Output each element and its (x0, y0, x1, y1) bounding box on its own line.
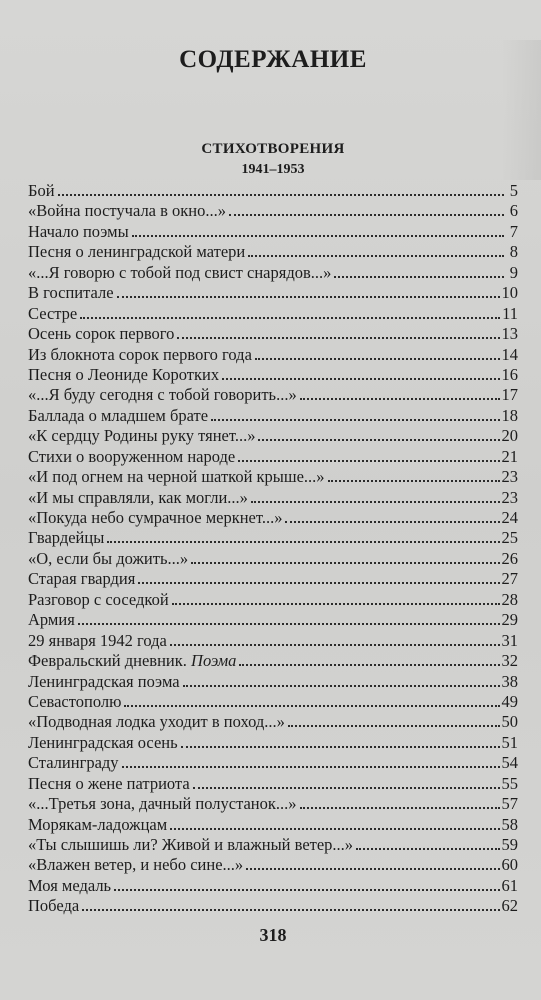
toc-entry (28, 631, 518, 651)
toc-entry (28, 610, 518, 630)
toc-entry-title (28, 242, 246, 262)
toc-entry-page: 38 (501, 671, 518, 691)
toc-entry-page: 18 (501, 405, 518, 425)
toc-entry-title (28, 508, 283, 528)
toc-entry-page: 8 (509, 242, 518, 262)
toc-entry (28, 426, 518, 446)
toc-entry-page: 28 (501, 589, 518, 609)
toc-entry (28, 222, 518, 242)
toc-entry-title-text: Песня о ленинградской матери (28, 242, 246, 262)
section-years: 1941–1953 (241, 162, 305, 177)
toc-dot-leader (117, 296, 500, 298)
toc-entry (28, 692, 518, 712)
toc-entry (28, 815, 518, 835)
toc-entry-title (28, 774, 191, 794)
toc-entry-page: 29 (501, 610, 518, 630)
toc-entry-title (28, 753, 120, 773)
toc-entry-title (28, 263, 332, 283)
toc-entry-title (28, 651, 237, 671)
toc-entry (28, 508, 518, 528)
toc-dot-leader (172, 603, 500, 605)
toc-entry (28, 181, 518, 201)
toc-entry (28, 447, 518, 467)
toc-entry-page: 60 (501, 855, 518, 875)
toc-entry (28, 651, 518, 671)
toc-entry-page: 10 (501, 283, 518, 303)
toc-dot-leader (107, 541, 499, 543)
toc-dot-leader (78, 623, 500, 625)
toc-dot-leader (138, 582, 499, 584)
toc-entry-title (28, 447, 236, 467)
toc-dot-leader (170, 644, 500, 646)
toc-dot-leader (328, 480, 500, 482)
toc-entry-title (28, 794, 298, 814)
toc-entry (28, 672, 518, 692)
toc-entry-page: 49 (501, 691, 518, 711)
toc-entry-title-text: В госпитале (28, 283, 114, 303)
toc-entry (28, 835, 518, 855)
toc-entry-page: 54 (501, 753, 518, 773)
toc-entry (28, 345, 518, 365)
toc-entry-title (28, 692, 122, 712)
toc-entry-title-text: «...Я говорю с тобой под свист снарядов...» (28, 262, 332, 282)
toc-dot-leader (193, 787, 500, 789)
toc-entry-title (28, 590, 170, 610)
toc-entry (28, 283, 518, 303)
toc-dot-leader (300, 398, 500, 400)
toc-dot-leader (255, 358, 500, 360)
toc-entry-page: 55 (501, 773, 518, 793)
toc-dot-leader (191, 562, 499, 564)
toc-entry (28, 712, 518, 732)
toc-entry (28, 263, 518, 283)
toc-entry-title-text: Песня о жене патриота (28, 773, 190, 793)
toc-dot-leader (122, 766, 500, 768)
toc-entry-title (28, 528, 105, 548)
toc-entry-title-text: 29 января 1942 года (28, 630, 167, 650)
toc-entry-title-text: Сталинграду (28, 753, 119, 773)
toc-entry-page: 14 (501, 344, 518, 364)
toc-entry-page: 24 (501, 508, 518, 527)
toc-dot-leader (258, 439, 499, 441)
toc-entry (28, 324, 518, 344)
toc-entry-title (28, 549, 189, 569)
toc-dot-leader (124, 705, 499, 707)
toc-entry-title (28, 283, 115, 303)
toc-entry-title (28, 610, 76, 630)
toc-entry-title-text: Бой (28, 181, 55, 200)
toc-entry-page: 23 (501, 467, 518, 487)
toc-entry-page: 32 (501, 651, 518, 671)
toc-entry-title (28, 631, 168, 651)
toc-entry-title-text: «Война постучала в окно...» (28, 201, 227, 221)
toc-dot-leader (238, 460, 499, 462)
toc-entry-title-text: Разговор с соседкой (28, 589, 169, 609)
toc-entry-title-text: Армия (28, 610, 75, 630)
toc-dot-leader (211, 419, 499, 421)
toc-entry-title-text: «К сердцу Родины руку тянет...» (28, 426, 256, 446)
toc-entry-title-text: Севастополю (28, 691, 122, 711)
toc-entry-title (28, 896, 80, 916)
toc-entry-title-text: «О, если бы дожить...» (28, 548, 189, 568)
toc-entry-title-text: «И под огнем на черной шаткой крыше...» (28, 467, 325, 487)
toc-entry-page: 62 (501, 896, 518, 916)
toc-entry-title (28, 181, 56, 201)
toc-dot-leader (285, 521, 499, 523)
toc-dot-leader (248, 255, 504, 257)
toc-entry-title-text: Морякам-ладожцам (28, 814, 168, 834)
toc-entry-page: 51 (501, 732, 518, 752)
toc-entry (28, 896, 518, 916)
toc-entry-title (28, 815, 168, 835)
toc-entry (28, 406, 518, 426)
toc-entry-title (28, 365, 220, 385)
toc-entry-title (28, 855, 244, 875)
toc-entry-title-text: Февральский дневник. (28, 651, 192, 671)
toc-dot-leader (356, 848, 499, 850)
toc-entry-page: 57 (501, 794, 518, 814)
toc-entry-page: 59 (501, 835, 518, 854)
toc-entry-title-text: Стихи о вооруженном народе (28, 446, 236, 466)
toc-dot-leader (132, 235, 504, 237)
toc-entry-page: 50 (501, 712, 518, 732)
toc-entry-title-text: «...Третья зона, дачный полустанок...» (28, 794, 297, 814)
toc-entry-title-text: Победа (28, 896, 80, 916)
toc-entry-page: 6 (509, 201, 518, 221)
toc-entry-page: 7 (509, 221, 518, 241)
toc-entry (28, 242, 518, 262)
toc-entry (28, 794, 518, 814)
toc-dot-leader (229, 214, 504, 216)
toc-entry-title (28, 385, 298, 405)
toc-entry (28, 590, 518, 610)
toc-entry-title-text: «...Я буду сегодня с тобой говорить...» (28, 385, 297, 405)
toc-entry-title-text: Ленинградская осень (28, 732, 178, 752)
toc-dot-leader (58, 194, 504, 196)
toc-entry-title-text: Гвардейцы (28, 528, 105, 548)
toc-dot-leader (181, 746, 500, 748)
toc-entry-title-text: Моя медаль (28, 875, 112, 895)
toc-dot-leader (80, 317, 500, 319)
toc-entry-page: 16 (501, 364, 518, 384)
toc-entry-title (28, 712, 286, 732)
page-content (28, 0, 518, 1000)
toc-entry (28, 774, 518, 794)
table-of-contents (28, 181, 518, 917)
toc-entry (28, 385, 518, 405)
toc-entry (28, 528, 518, 548)
toc-dot-leader (170, 828, 499, 830)
toc-entry-page: 13 (501, 324, 518, 344)
toc-entry-page: 26 (501, 548, 518, 568)
toc-entry-title-text: «Покуда небо сумрачное меркнет...» (28, 508, 283, 527)
toc-entry-page: 20 (501, 426, 518, 446)
toc-entry-title (28, 672, 181, 692)
toc-entry-page: 25 (501, 528, 518, 548)
toc-entry-title-text: «Влажен ветер, и небо сине...» (28, 855, 244, 875)
toc-entry (28, 201, 518, 221)
toc-dot-leader (82, 909, 499, 911)
toc-entry-title-text: «И мы справляли, как могли...» (28, 487, 248, 507)
toc-entry-title (28, 324, 175, 344)
toc-entry-page: 11 (502, 303, 518, 323)
toc-entry-title (28, 488, 249, 508)
toc-dot-leader (222, 378, 499, 380)
toc-entry-title-text: «Ты слышишь ли? Живой и влажный ветер...» (28, 835, 354, 854)
toc-dot-leader (288, 725, 500, 727)
toc-entry (28, 365, 518, 385)
toc-entry-title-text: Ленинградская поэма (28, 671, 180, 691)
toc-dot-leader (239, 664, 499, 666)
toc-entry-title-text: Из блокнота сорок первого года (28, 344, 252, 364)
toc-entry-title (28, 569, 136, 589)
toc-entry-page: 61 (501, 875, 518, 895)
toc-entry-title (28, 345, 253, 365)
toc-entry-title (28, 876, 112, 896)
toc-entry-title (28, 406, 209, 426)
toc-entry-title (28, 222, 130, 242)
toc-entry (28, 855, 518, 875)
toc-dot-leader (183, 685, 500, 687)
toc-entry (28, 876, 518, 896)
toc-dot-leader (246, 868, 499, 870)
toc-entry-title (28, 835, 354, 855)
toc-dot-leader (114, 889, 499, 891)
section-title: СТИХОТВОРЕНИЯ (201, 141, 345, 157)
toc-entry-page: 58 (501, 814, 518, 834)
toc-dot-leader (334, 276, 504, 278)
toc-dot-leader (177, 337, 499, 339)
toc-entry-page: 21 (501, 446, 518, 466)
toc-entry (28, 467, 518, 487)
toc-entry (28, 549, 518, 569)
toc-entry-page: 9 (509, 262, 518, 282)
toc-entry (28, 733, 518, 753)
toc-entry-page: 5 (509, 181, 518, 200)
toc-entry-page: 27 (501, 569, 518, 589)
toc-entry (28, 569, 518, 589)
toc-entry (28, 488, 518, 508)
toc-entry-title-text: Осень сорок первого (28, 324, 175, 344)
toc-entry-title (28, 733, 179, 753)
page-number: 318 (259, 925, 287, 945)
toc-entry-title (28, 304, 78, 324)
toc-dot-leader (300, 807, 500, 809)
toc-entry (28, 753, 518, 773)
toc-entry-page: 17 (501, 385, 518, 405)
toc-entry-page: 23 (501, 487, 518, 507)
toc-entry-page: 31 (501, 630, 518, 650)
toc-entry-title-text: Сестре (28, 303, 78, 323)
toc-entry-subtitle: Поэма (191, 651, 237, 671)
toc-entry-title-text: Старая гвардия (28, 569, 136, 589)
toc-entry-title-text: Песня о Леониде Коротких (28, 364, 220, 384)
toc-entry (28, 304, 518, 324)
toc-entry-title (28, 467, 326, 487)
toc-entry-title-text: Начало поэмы (28, 221, 129, 241)
toc-entry-title (28, 201, 227, 221)
page-title: СОДЕРЖАНИЕ (179, 46, 367, 73)
toc-dot-leader (251, 501, 500, 503)
toc-entry-title-text: «Подводная лодка уходит в поход...» (28, 712, 285, 732)
toc-entry-title (28, 426, 256, 446)
toc-entry-title-text: Баллада о младшем брате (28, 405, 209, 425)
